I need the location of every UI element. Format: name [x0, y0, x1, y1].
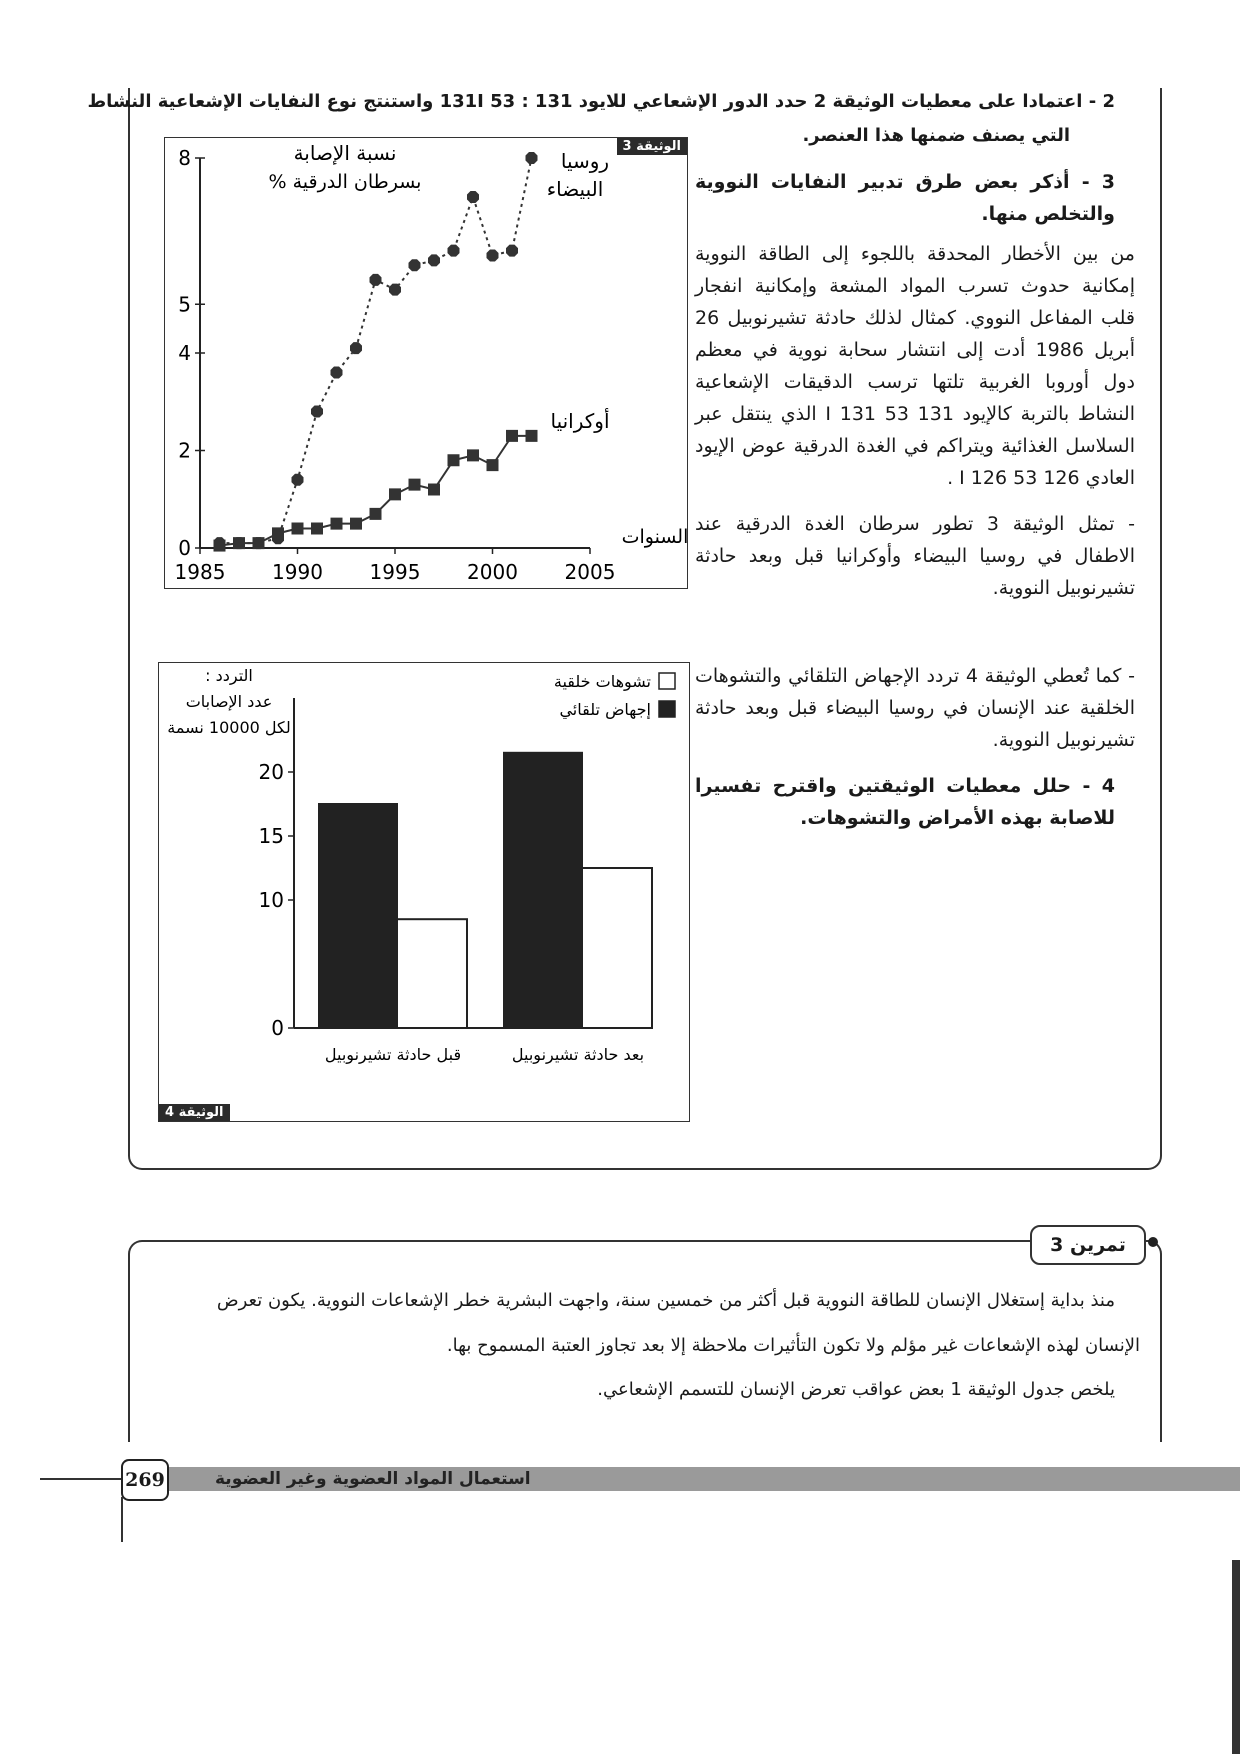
doc3-point-ukraine: [428, 484, 440, 496]
intro-paragraph: من بين الأخطار المحدقة باللجوء إلى الطاقة النووية إمكانية حدوث تسرب المواد المشعة وإمكانية انفجار قلب المفاعل النووي. كمثال لذلك حادثة تشيرنوبيل 26 أبريل 1986 أدت إلى انتشار سحابة نووية في معظم دول أوروبا الغربية تلتها ترسب الدقيقات الإشعاعية النشاط بالتربة كالإيود 131 I 131 53 الذي ينتقل عبر السلاسل الغذائية ويتراكم في الغدة الدرقية عوض الإيود العادي 126 I 126 53 .: [695, 243, 1135, 489]
doc3-description: - تمثل الوثيقة 3 تطور سرطان الغدة الدرقية عند الاطفال في روسيا البيضاء وأوكرانيا قبل وبعد حادثة تشيرنوبيل النووية.: [695, 513, 1135, 599]
doc3-point-belarus: [486, 249, 498, 261]
doc3-point-ukraine: [311, 523, 323, 535]
doc3-x-tick-label: 1995: [369, 560, 421, 584]
doc3-point-belarus: [311, 405, 323, 417]
doc3-point-ukraine: [292, 523, 304, 535]
doc4-category-label: بعد حادثة تشيرنوبيل: [511, 1045, 645, 1064]
doc3-y-tick-label: 2: [178, 438, 191, 463]
exercise-3-line3: يلخص جدول الوثيقة 1 بعض عواقب تعرض الإنسان للتسمم الإشعاعي.: [597, 1379, 1115, 1400]
doc3-point-ukraine: [272, 527, 284, 539]
doc3-chart-box: [164, 137, 688, 589]
doc3-ylabel-line1: نسبة الإصابة: [293, 141, 397, 165]
doc4-bar: [319, 804, 397, 1028]
doc4-bar: [504, 753, 582, 1028]
doc4-bar-chart: [159, 663, 689, 1121]
doc3-point-ukraine: [214, 540, 226, 552]
doc3-x-tick-label: 2000: [467, 560, 518, 584]
doc4-y-tick-label: 15: [258, 824, 284, 848]
doc4-ylabel-line3: لكل 10000 نسمة: [167, 718, 291, 737]
doc3-point-belarus: [506, 245, 518, 257]
doc3-xlabel: السنوات: [621, 526, 689, 548]
doc3-y-tick-label: 5: [178, 292, 191, 317]
exercise-3-title-text: تمرين 3: [1050, 1234, 1126, 1256]
doc3-y-tick-label: 8: [178, 146, 191, 170]
doc3-point-ukraine: [409, 479, 421, 491]
doc4-y-tick-label: 10: [258, 888, 284, 912]
doc3-point-ukraine: [526, 430, 538, 442]
doc4-category-label: قبل حادثة تشيرنوبيل: [324, 1045, 462, 1064]
exercise-3-title: [1030, 1225, 1146, 1265]
doc3-point-belarus: [369, 274, 381, 286]
footer-rule: [40, 1478, 125, 1480]
exercise-bullet-icon: [1148, 1237, 1158, 1247]
doc4-legend-swatch: [659, 673, 675, 689]
doc3-point-ukraine: [253, 537, 265, 549]
doc3-x-tick-label: 1990: [272, 560, 323, 584]
doc3-point-ukraine: [506, 430, 518, 442]
doc3-point-ukraine: [389, 488, 401, 500]
exercise-3-line1: منذ بداية إستغلال الإنسان للطاقة النووية قبل أكثر من خمسين سنة، واجهت البشرية خطر الإشعاعات النووية. يكون تعرض: [216, 1290, 1115, 1311]
doc4-ylabel-line2: عدد الإصابات: [185, 692, 273, 711]
footer-title: استعمال المواد العضوية وغير العضوية: [215, 1469, 531, 1489]
doc4-y-tick-label: 20: [258, 760, 284, 784]
doc3-point-belarus: [291, 474, 303, 486]
doc4-ylabel-line1: التردد :: [205, 666, 253, 685]
doc3-point-ukraine: [467, 449, 479, 461]
page-number: 269: [121, 1459, 169, 1501]
doc3-ylabel-line2: بسرطان الدرقية %: [268, 171, 422, 193]
doc3-x-tick-label: 1985: [174, 560, 226, 584]
doc4-bar: [582, 868, 652, 1028]
question-3: 3 - أذكر بعض طرق تدبير النفايات النووية والتخلص منها.: [695, 171, 1115, 225]
doc3-point-belarus: [467, 191, 479, 203]
doc3-label: الوثيقة 3: [617, 138, 688, 155]
doc3-point-belarus: [350, 342, 362, 354]
doc3-x-tick-label: 2005: [564, 560, 616, 584]
doc4-chart-box: [158, 662, 690, 1122]
doc3-series-belarus-line: [220, 158, 532, 543]
doc3-point-ukraine: [370, 508, 382, 520]
doc3-y-tick-label: 4: [178, 341, 191, 365]
doc3-point-belarus: [447, 245, 459, 257]
doc3-point-belarus: [525, 152, 537, 164]
doc3-series-label-belarus-1: روسيا: [560, 149, 610, 173]
doc3-point-belarus: [428, 254, 440, 266]
doc4-legend-label: تشوهات خلقية: [553, 672, 651, 691]
doc4-y-tick-label: 0: [271, 1016, 284, 1040]
doc3-series-label-belarus-2: البيضاء: [546, 177, 604, 201]
doc3-point-ukraine: [233, 537, 245, 549]
doc3-point-ukraine: [487, 459, 499, 471]
doc3-point-belarus: [408, 259, 420, 271]
question-2-line1: 2 - اعتمادا على معطيات الوثيقة 2 حدد الدور الإشعاعي للايود 131 : 131I 53 واستنتج نوع النفايات الإشعاعية النشاط: [87, 91, 1115, 112]
footer-vertical-rule: [121, 1497, 123, 1542]
doc3-point-ukraine: [331, 518, 343, 530]
doc3-series-ukraine-line: [220, 436, 532, 546]
doc4-bar: [397, 919, 467, 1028]
doc3-point-belarus: [389, 284, 401, 296]
doc3-point-belarus: [330, 366, 342, 378]
doc4-legend-label: إجهاض تلقائي: [559, 700, 651, 719]
footer-bar: [165, 1467, 1240, 1491]
exercise-3-line2: الإنسان لهذه الإشعاعات غير مؤلم ولا تكون التأثيرات ملاحظة إلا بعد تجاوز العتبة المسموح بها.: [446, 1335, 1140, 1356]
question-4: 4 - حلل معطيات الوثيقتين واقترح تفسيرا للاصابة بهذه الأمراض والتشوهات.: [695, 775, 1115, 829]
doc3-series-label-ukraine: أوكرانيا: [550, 409, 610, 433]
doc4-legend-swatch: [659, 701, 675, 717]
doc3-point-ukraine: [448, 454, 460, 466]
doc3-y-tick-label: 0: [178, 536, 191, 560]
doc3-line-chart: [165, 138, 687, 588]
doc3-point-ukraine: [350, 518, 362, 530]
question-2-line2: التي يصنف ضمنها هذا العنصر.: [802, 125, 1070, 146]
right-edge-shadow: [1232, 1560, 1240, 1754]
doc4-description: - كما تُعطي الوثيقة 4 تردد الإجهاض التلقائي والتشوهات الخلقية عند الإنسان في روسيا البيضاء قبل وبعد حادثة تشيرنوبيل النووية.: [695, 665, 1135, 751]
doc4-label: الوثيقة 4: [159, 1104, 230, 1121]
